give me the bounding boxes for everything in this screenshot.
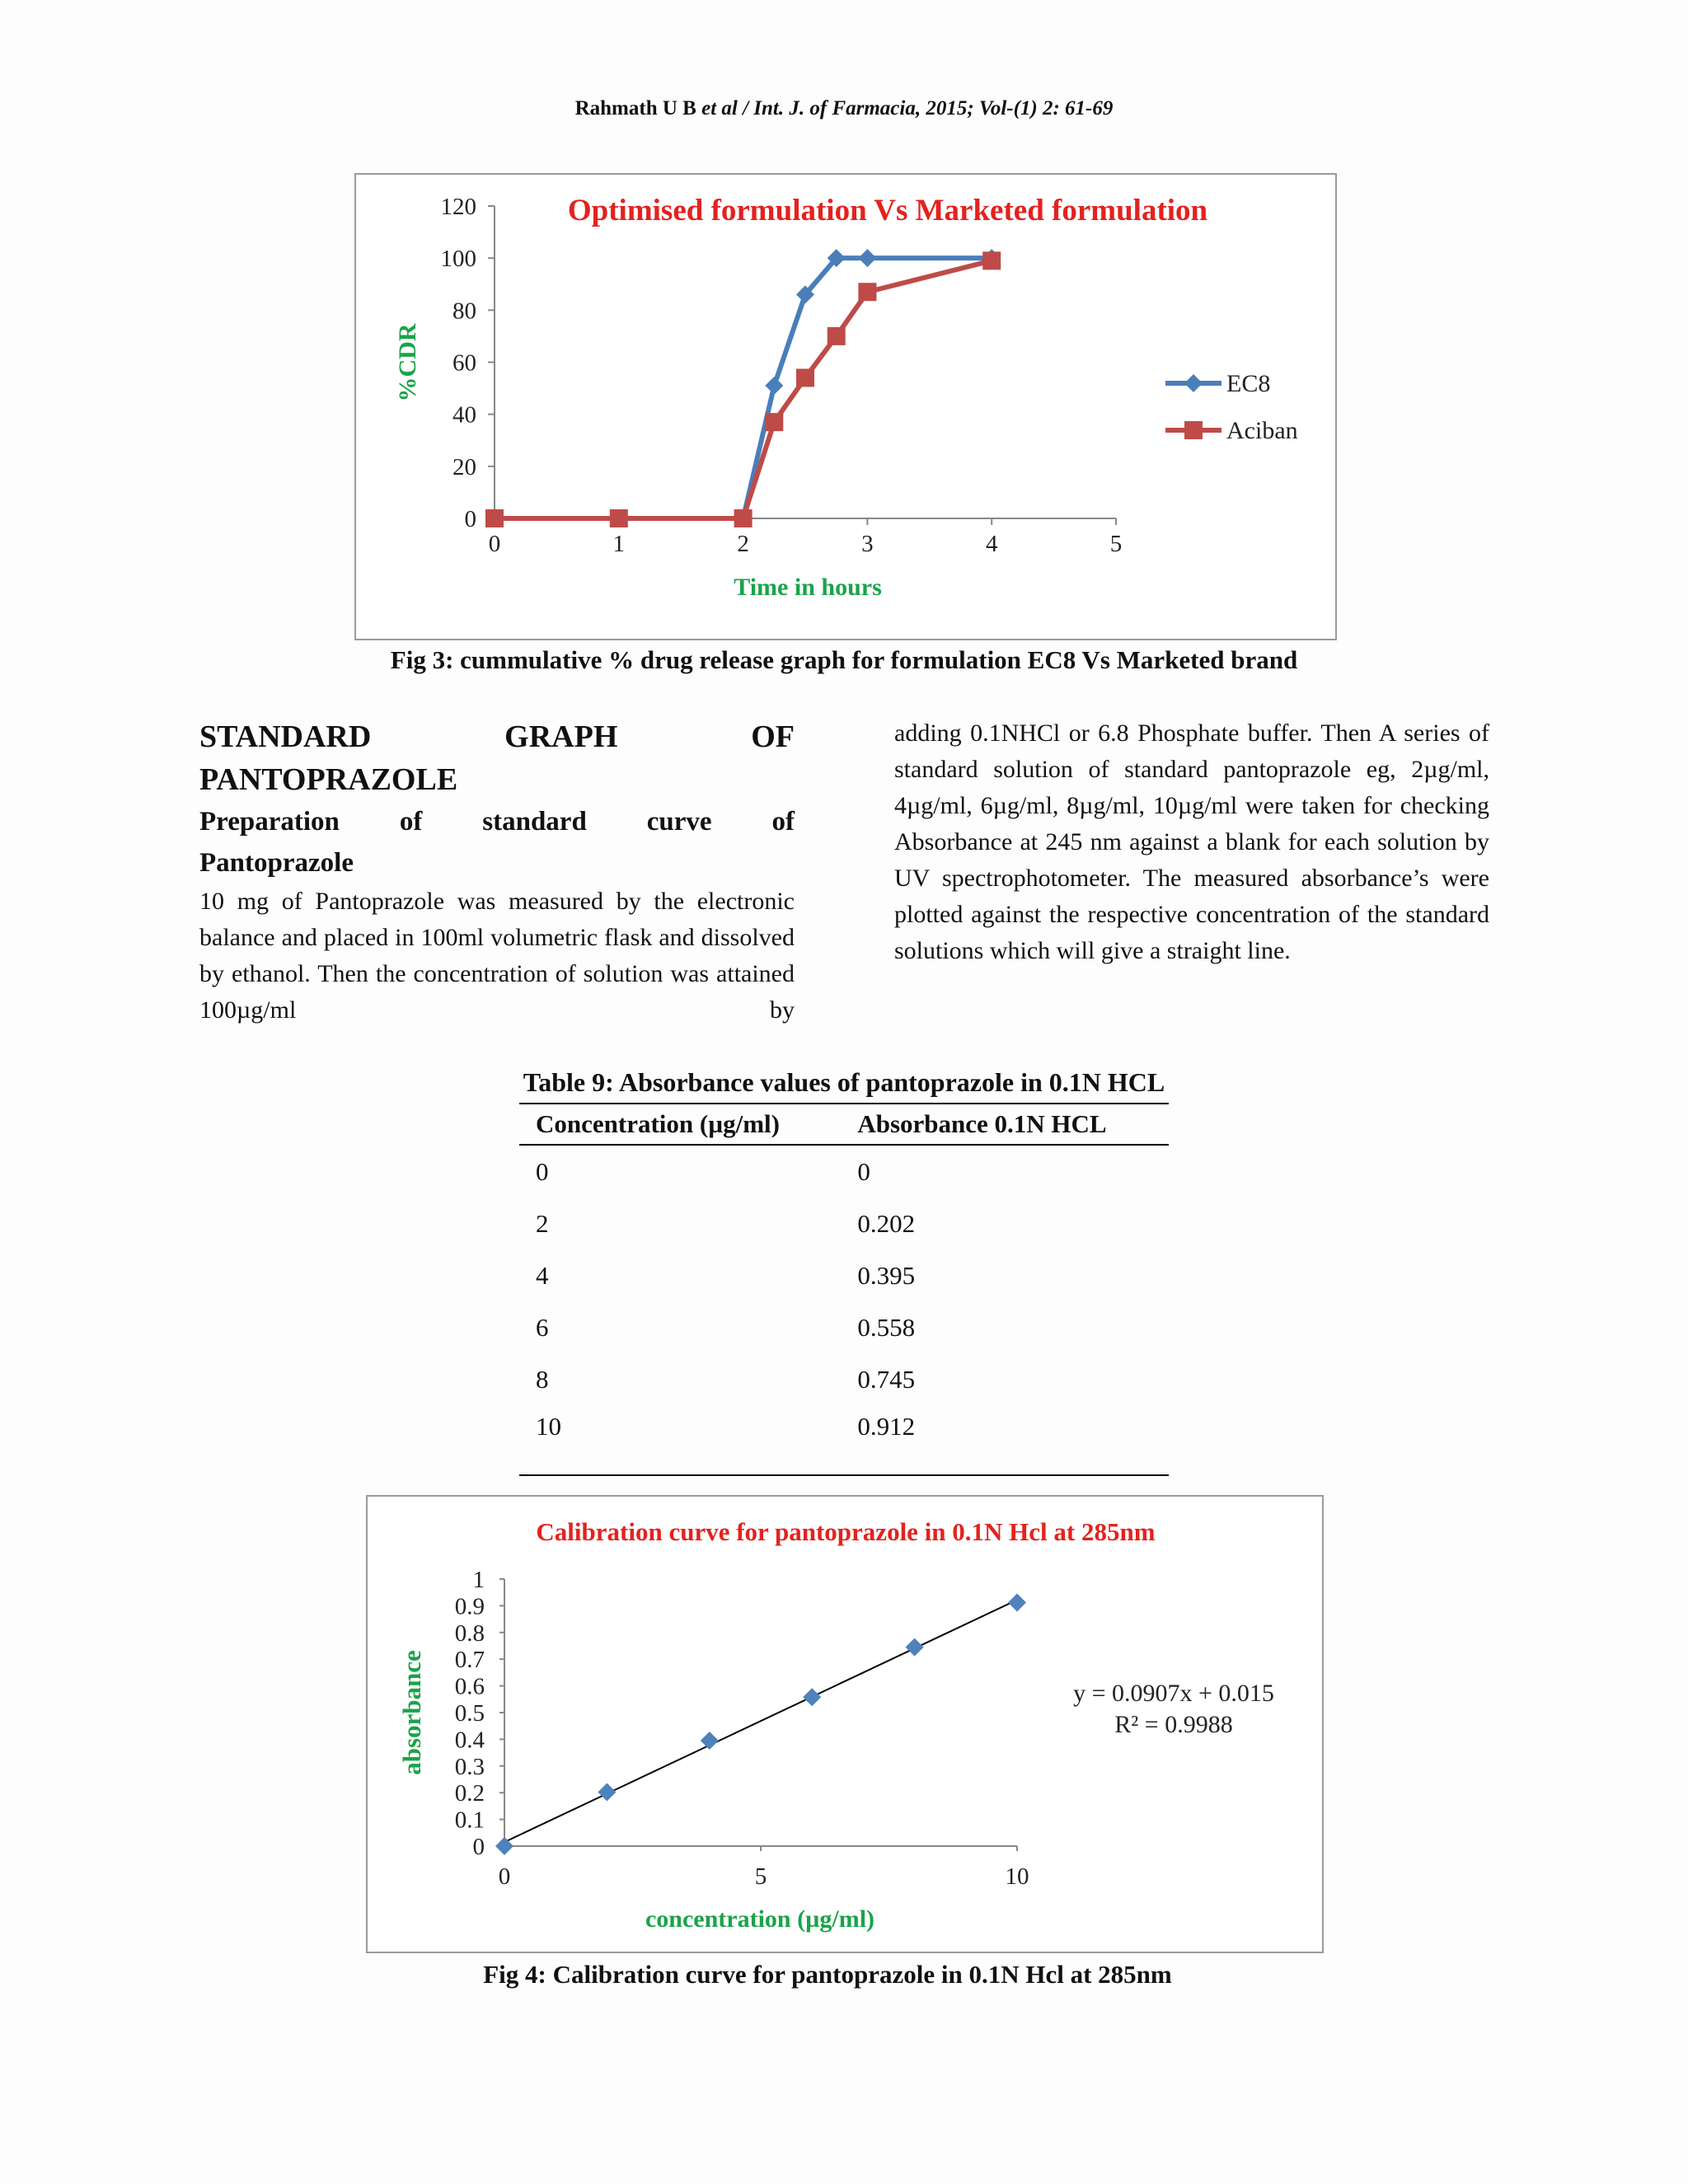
chart-title: Calibration curve for pantoprazole in 0.1N Hcl at 285nm [536, 1517, 1156, 1546]
table-row [519, 1353, 1169, 1405]
subsection-heading-line1: Preparation of standard curve of [199, 807, 795, 837]
data-point-aciban [828, 327, 846, 345]
table9-title: Table 9: Absorbance values of pantoprazole in 0.1N HCL [523, 1067, 1165, 1097]
trendline-equation: y = 0.0907x + 0.015 [1073, 1680, 1274, 1707]
data-point [803, 1688, 821, 1706]
paragraph-right: adding 0.1NHCl or 6.8 Phosphate buffer. Then A series of standard solution of standard pantoprazole eg, 2µg/ml, 4µg/ml, 6µg/ml, 8µg/ml, 10µg/ml were taken for checking Absorbance at 245 nm against a blank for each solution by UV spectrophotometer. The measured absorbance’s were plotted against the respective concentration of the standard solutions which will give a straight line. [894, 719, 1489, 964]
table-cell: 0.558 [857, 1312, 916, 1342]
paragraph-left: 10 mg of Pantoprazole was measured by the electronic balance and placed in 100ml volumetric flask and dissolved by ethanol. Then the concentration of solution was attained 100µg/ml by [199, 888, 795, 1024]
fig3-chart-frame [354, 173, 1337, 640]
data-point [906, 1638, 924, 1657]
x-axis-label: concentration (µg/ml) [645, 1905, 875, 1933]
y-tick-label: 0.5 [454, 1700, 485, 1727]
y-tick-label: 40 [452, 401, 476, 429]
y-tick-label: 0.8 [454, 1619, 485, 1647]
data-point-aciban [982, 251, 1001, 269]
table-cell: 4 [536, 1260, 549, 1290]
table-cell: 0.202 [857, 1208, 916, 1238]
data-point [1008, 1594, 1026, 1612]
series-line-ec8 [495, 258, 992, 518]
y-tick-label: 0.6 [454, 1673, 485, 1700]
table-cell: 0.912 [841, 1405, 1169, 1475]
header-authors: Rahmath U B [574, 97, 696, 120]
y-tick-label: 20 [452, 453, 476, 480]
data-point-aciban [485, 509, 504, 527]
fig3-chart [356, 175, 1335, 639]
table-cell: 0 [536, 1156, 549, 1186]
y-axis-label: %CDR [394, 323, 421, 402]
x-tick-label: 3 [861, 531, 874, 557]
x-tick-label: 0 [498, 1863, 511, 1890]
data-point-ec8 [858, 249, 876, 267]
header-journal: / Int. J. of Farmacia, 2015; Vol-(1) 2: 61-69 [743, 97, 1114, 120]
left-column [199, 715, 795, 1029]
x-tick-label: 4 [985, 531, 998, 557]
table-row [519, 1249, 1169, 1301]
data-point-aciban [734, 509, 753, 527]
table-row [519, 1405, 1169, 1475]
x-tick-label: 10 [1005, 1863, 1029, 1890]
data-point-aciban [765, 413, 783, 431]
section-heading [199, 715, 795, 801]
y-tick-label: 0.2 [454, 1780, 485, 1807]
fig4-caption: Fig 4: Calibration curve for pantoprazole in 0.1N Hcl at 285nm [483, 1960, 1172, 1989]
y-axis-label: absorbance [397, 1650, 426, 1775]
table-row [519, 1145, 1169, 1197]
y-tick-label: 80 [452, 298, 476, 325]
data-point-ec8 [765, 377, 783, 395]
data-point [598, 1783, 616, 1802]
series-line-aciban [495, 260, 992, 518]
y-tick-label: 60 [452, 349, 476, 377]
y-tick-label: 0 [464, 506, 476, 532]
table-row [519, 1301, 1169, 1353]
legend-label: Aciban [1226, 417, 1298, 444]
x-tick-label: 1 [612, 531, 626, 557]
table-cell: 0 [857, 1156, 870, 1186]
table-row [519, 1197, 1169, 1249]
data-point [701, 1732, 719, 1750]
y-tick-label: 0.3 [454, 1753, 485, 1780]
x-tick-label: 5 [754, 1863, 767, 1890]
header-etal: et al [701, 97, 738, 120]
y-tick-label: 0 [472, 1834, 485, 1860]
table-header-row [519, 1104, 1169, 1145]
column-header: Absorbance 0.1N HCL [841, 1104, 1169, 1145]
x-tick-label: 2 [737, 531, 749, 557]
data-point-aciban [858, 283, 876, 301]
fig3-caption: Fig 3: cummulative % drug release graph for formulation EC8 Vs Marketed brand [390, 645, 1298, 674]
data-point-aciban [610, 509, 628, 527]
trendline [504, 1600, 1017, 1842]
table-cell: 0.745 [857, 1364, 916, 1394]
legend-swatch-marker [1184, 374, 1203, 392]
legend-label: EC8 [1226, 370, 1271, 397]
subsection-heading-line2: Pantoprazole [199, 848, 354, 878]
x-tick-label: 5 [1109, 531, 1123, 557]
running-header [0, 97, 1688, 120]
table-cell: 0.395 [857, 1260, 916, 1290]
y-tick-label: 0.7 [454, 1647, 485, 1674]
section-heading-line1: STANDARD GRAPH OF [199, 719, 795, 754]
table-cell: 2 [536, 1208, 549, 1238]
fig4-chart-frame [366, 1495, 1324, 1953]
x-tick-label: 0 [488, 531, 501, 557]
fig4-chart [368, 1497, 1322, 1952]
chart-title: Optimised formulation Vs Marketed formulation [567, 194, 1208, 227]
table-cell: 10 [519, 1405, 841, 1475]
y-tick-label: 1 [472, 1567, 485, 1593]
y-tick-label: 0.1 [454, 1807, 485, 1834]
trendline-r-squared: R² = 0.9988 [1114, 1711, 1233, 1738]
table-cell: 6 [536, 1312, 549, 1342]
table9 [519, 1103, 1169, 1476]
subsection-heading [199, 801, 795, 883]
y-tick-label: 0.4 [454, 1727, 485, 1754]
data-point-aciban [796, 368, 814, 387]
y-tick-label: 100 [440, 246, 476, 273]
section-heading-line2: PANTOPRAZOLE [199, 762, 458, 797]
y-tick-label: 120 [440, 194, 476, 220]
x-axis-label: Time in hours [734, 574, 882, 601]
y-tick-label: 0.9 [454, 1593, 485, 1620]
column-header: Concentration (µg/ml) [519, 1104, 841, 1145]
legend-swatch-marker [1184, 421, 1203, 439]
table-cell: 8 [536, 1364, 549, 1394]
